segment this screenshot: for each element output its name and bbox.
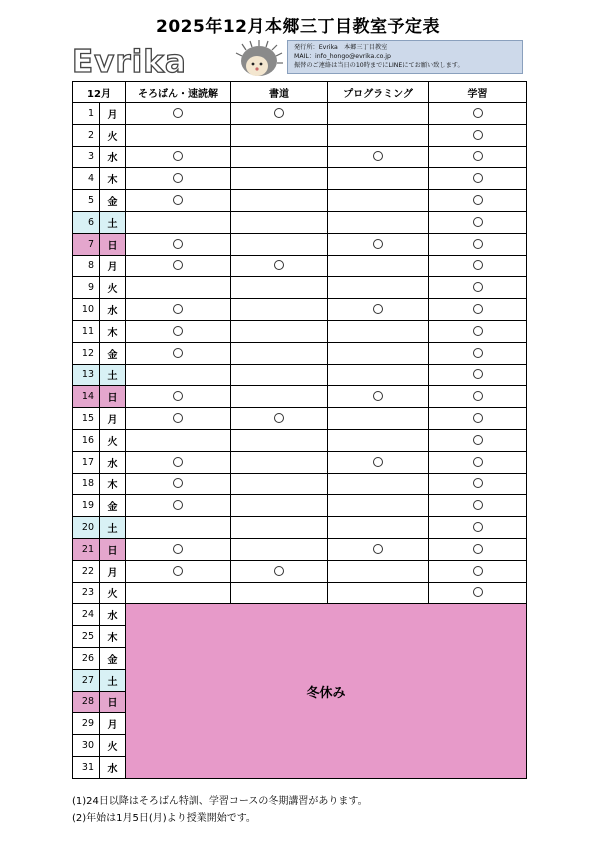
cell-programming (328, 429, 429, 451)
cell-soroban (126, 429, 231, 451)
cell-soroban (126, 168, 231, 190)
weekday: 火 (100, 735, 126, 757)
cell-soroban (126, 451, 231, 473)
header-study: 学習 (429, 82, 527, 103)
cell-study (429, 233, 527, 255)
info-notice: 振替のご連絡は当日の10時までにLINEにてお願い致します。 (294, 62, 464, 69)
day-number: 20 (73, 517, 100, 539)
cell-calligraphy (231, 429, 328, 451)
circle-mark-icon (173, 108, 183, 118)
day-number: 17 (73, 451, 100, 473)
circle-mark-icon (473, 544, 483, 554)
circle-mark-icon (473, 413, 483, 423)
cell-programming (328, 495, 429, 517)
cell-calligraphy (231, 211, 328, 233)
day-number: 26 (73, 647, 100, 669)
cell-study (429, 255, 527, 277)
cell-soroban (126, 190, 231, 212)
circle-mark-icon (373, 239, 383, 249)
cell-programming (328, 146, 429, 168)
circle-mark-icon (473, 391, 483, 401)
cell-soroban (126, 364, 231, 386)
day-number: 27 (73, 669, 100, 691)
table-body (73, 103, 527, 779)
cell-study (429, 124, 527, 146)
circle-mark-icon (173, 457, 183, 467)
weekday: 土 (100, 364, 126, 386)
notes (72, 793, 368, 827)
table-row (73, 408, 527, 430)
day-number: 9 (73, 277, 100, 299)
cell-calligraphy (231, 560, 328, 582)
day-number: 12 (73, 342, 100, 364)
cell-calligraphy (231, 168, 328, 190)
cell-calligraphy (231, 146, 328, 168)
cell-programming (328, 277, 429, 299)
cell-programming (328, 473, 429, 495)
weekday: 水 (100, 604, 126, 626)
circle-mark-icon (373, 544, 383, 554)
circle-mark-icon (173, 239, 183, 249)
cell-calligraphy (231, 342, 328, 364)
circle-mark-icon (173, 326, 183, 336)
weekday: 木 (100, 320, 126, 342)
cell-calligraphy (231, 299, 328, 321)
cell-study (429, 320, 527, 342)
cell-calligraphy (231, 495, 328, 517)
cell-calligraphy (231, 320, 328, 342)
table-row (73, 495, 527, 517)
cell-programming (328, 408, 429, 430)
table-row (73, 560, 527, 582)
header-month: 12月 (73, 82, 126, 103)
cell-study (429, 364, 527, 386)
circle-mark-icon (473, 566, 483, 576)
table-row (73, 473, 527, 495)
cell-soroban (126, 408, 231, 430)
table-row (73, 168, 527, 190)
cell-calligraphy (231, 408, 328, 430)
circle-mark-icon (473, 369, 483, 379)
weekday: 水 (100, 451, 126, 473)
cell-study (429, 211, 527, 233)
circle-mark-icon (473, 478, 483, 488)
cell-study (429, 146, 527, 168)
circle-mark-icon (473, 195, 483, 205)
day-number: 28 (73, 691, 100, 713)
cell-study (429, 560, 527, 582)
cell-calligraphy (231, 124, 328, 146)
hedgehog-icon (232, 40, 284, 78)
cell-study (429, 299, 527, 321)
cell-programming (328, 168, 429, 190)
weekday: 月 (100, 255, 126, 277)
table-row (73, 211, 527, 233)
circle-mark-icon (373, 457, 383, 467)
cell-calligraphy (231, 582, 328, 604)
weekday: 水 (100, 756, 126, 778)
circle-mark-icon (473, 304, 483, 314)
cell-soroban (126, 277, 231, 299)
header-programming: プログラミング (328, 82, 429, 103)
weekday: 土 (100, 517, 126, 539)
day-number: 6 (73, 211, 100, 233)
weekday: 日 (100, 233, 126, 255)
day-number: 21 (73, 538, 100, 560)
cell-programming (328, 320, 429, 342)
weekday: 金 (100, 647, 126, 669)
cell-soroban (126, 103, 231, 125)
cell-soroban (126, 146, 231, 168)
cell-calligraphy (231, 190, 328, 212)
weekday: 木 (100, 473, 126, 495)
cell-calligraphy (231, 277, 328, 299)
circle-mark-icon (173, 478, 183, 488)
cell-study (429, 429, 527, 451)
weekday: 土 (100, 669, 126, 691)
table-row (73, 451, 527, 473)
table-row (73, 255, 527, 277)
cell-calligraphy (231, 473, 328, 495)
cell-study (429, 582, 527, 604)
page-title: 2025年12月本郷三丁目教室予定表 (156, 17, 440, 37)
table-header-row (73, 82, 527, 103)
circle-mark-icon (173, 304, 183, 314)
weekday: 金 (100, 190, 126, 212)
day-number: 1 (73, 103, 100, 125)
cell-calligraphy (231, 451, 328, 473)
cell-programming (328, 386, 429, 408)
cell-study (429, 190, 527, 212)
table-row (73, 538, 527, 560)
weekday: 日 (100, 538, 126, 560)
weekday: 土 (100, 211, 126, 233)
cell-soroban (126, 538, 231, 560)
circle-mark-icon (473, 239, 483, 249)
day-number: 14 (73, 386, 100, 408)
cell-calligraphy (231, 255, 328, 277)
cell-study (429, 103, 527, 125)
circle-mark-icon (473, 173, 483, 183)
cell-programming (328, 342, 429, 364)
cell-soroban (126, 517, 231, 539)
table-row (73, 146, 527, 168)
cell-calligraphy (231, 538, 328, 560)
day-number: 23 (73, 582, 100, 604)
day-number: 13 (73, 364, 100, 386)
cell-study (429, 495, 527, 517)
cell-calligraphy (231, 103, 328, 125)
weekday: 月 (100, 103, 126, 125)
circle-mark-icon (473, 348, 483, 358)
circle-mark-icon (473, 326, 483, 336)
circle-mark-icon (473, 435, 483, 445)
day-number: 8 (73, 255, 100, 277)
cell-soroban (126, 299, 231, 321)
weekday: 金 (100, 342, 126, 364)
day-number: 24 (73, 604, 100, 626)
table-row (73, 320, 527, 342)
cell-calligraphy (231, 364, 328, 386)
weekday: 火 (100, 277, 126, 299)
circle-mark-icon (473, 457, 483, 467)
note-1: (1)24日以降はそろばん特訓、学習コースの冬期講習があります。 (72, 796, 368, 807)
day-number: 2 (73, 124, 100, 146)
cell-programming (328, 560, 429, 582)
weekday: 火 (100, 124, 126, 146)
circle-mark-icon (473, 500, 483, 510)
schedule-table (72, 81, 527, 779)
table-row (73, 429, 527, 451)
circle-mark-icon (173, 260, 183, 270)
cell-study (429, 451, 527, 473)
table-row (73, 386, 527, 408)
cell-study (429, 386, 527, 408)
weekday: 日 (100, 691, 126, 713)
cell-calligraphy (231, 233, 328, 255)
day-number: 11 (73, 320, 100, 342)
circle-mark-icon (173, 151, 183, 161)
circle-mark-icon (173, 413, 183, 423)
cell-study (429, 342, 527, 364)
table-row (73, 604, 527, 626)
cell-soroban (126, 233, 231, 255)
table-row (73, 582, 527, 604)
cell-programming (328, 211, 429, 233)
cell-soroban (126, 386, 231, 408)
cell-study (429, 408, 527, 430)
cell-soroban (126, 320, 231, 342)
table-row (73, 277, 527, 299)
day-number: 19 (73, 495, 100, 517)
circle-mark-icon (473, 282, 483, 292)
cell-programming (328, 233, 429, 255)
weekday: 月 (100, 560, 126, 582)
day-number: 31 (73, 756, 100, 778)
circle-mark-icon (274, 260, 284, 270)
circle-mark-icon (473, 522, 483, 532)
cell-programming (328, 299, 429, 321)
weekday: 火 (100, 582, 126, 604)
cell-programming (328, 124, 429, 146)
circle-mark-icon (173, 391, 183, 401)
header-soroban: そろばん・速読解 (126, 82, 231, 103)
weekday: 日 (100, 386, 126, 408)
cell-programming (328, 517, 429, 539)
circle-mark-icon (173, 348, 183, 358)
cell-soroban (126, 473, 231, 495)
day-number: 5 (73, 190, 100, 212)
table-row (73, 124, 527, 146)
day-number: 30 (73, 735, 100, 757)
circle-mark-icon (373, 151, 383, 161)
day-number: 15 (73, 408, 100, 430)
weekday: 木 (100, 168, 126, 190)
weekday: 金 (100, 495, 126, 517)
cell-soroban (126, 560, 231, 582)
circle-mark-icon (473, 260, 483, 270)
circle-mark-icon (473, 151, 483, 161)
day-number: 16 (73, 429, 100, 451)
info-box (287, 40, 523, 74)
logo-wordmark: Evrika (72, 44, 187, 80)
day-number: 3 (73, 146, 100, 168)
table-row (73, 190, 527, 212)
day-number: 10 (73, 299, 100, 321)
table-row (73, 233, 527, 255)
circle-mark-icon (373, 304, 383, 314)
circle-mark-icon (173, 544, 183, 554)
header-calligraphy: 書道 (231, 82, 328, 103)
info-publisher: 発行所：Evrika 本郷三丁目教室 (294, 44, 388, 51)
cell-study (429, 277, 527, 299)
circle-mark-icon (274, 108, 284, 118)
winter-break-cell: 冬休み (126, 604, 527, 778)
cell-study (429, 538, 527, 560)
cell-programming (328, 103, 429, 125)
cell-programming (328, 255, 429, 277)
table-row (73, 342, 527, 364)
table-row (73, 103, 527, 125)
weekday: 水 (100, 299, 126, 321)
cell-study (429, 473, 527, 495)
info-mail: MAIL：info_hongo@evrika.co.jp (294, 53, 391, 60)
day-number: 25 (73, 626, 100, 648)
circle-mark-icon (173, 500, 183, 510)
weekday: 月 (100, 408, 126, 430)
cell-programming (328, 364, 429, 386)
cell-soroban (126, 211, 231, 233)
cell-programming (328, 538, 429, 560)
cell-study (429, 517, 527, 539)
circle-mark-icon (274, 413, 284, 423)
circle-mark-icon (473, 130, 483, 140)
circle-mark-icon (473, 587, 483, 597)
day-number: 29 (73, 713, 100, 735)
weekday: 月 (100, 713, 126, 735)
weekday: 火 (100, 429, 126, 451)
cell-calligraphy (231, 517, 328, 539)
circle-mark-icon (173, 195, 183, 205)
table-row (73, 364, 527, 386)
circle-mark-icon (173, 173, 183, 183)
day-number: 18 (73, 473, 100, 495)
circle-mark-icon (274, 566, 284, 576)
cell-calligraphy (231, 386, 328, 408)
cell-programming (328, 451, 429, 473)
circle-mark-icon (173, 566, 183, 576)
day-number: 4 (73, 168, 100, 190)
cell-programming (328, 190, 429, 212)
table-row (73, 299, 527, 321)
day-number: 22 (73, 560, 100, 582)
weekday: 水 (100, 146, 126, 168)
day-number: 7 (73, 233, 100, 255)
cell-study (429, 168, 527, 190)
table-row (73, 517, 527, 539)
cell-programming (328, 582, 429, 604)
cell-soroban (126, 582, 231, 604)
circle-mark-icon (473, 217, 483, 227)
circle-mark-icon (373, 391, 383, 401)
cell-soroban (126, 495, 231, 517)
cell-soroban (126, 342, 231, 364)
circle-mark-icon (473, 108, 483, 118)
cell-soroban (126, 124, 231, 146)
weekday: 木 (100, 626, 126, 648)
note-2: (2)年始は1月5日(月)より授業開始です。 (72, 813, 256, 824)
cell-soroban (126, 255, 231, 277)
